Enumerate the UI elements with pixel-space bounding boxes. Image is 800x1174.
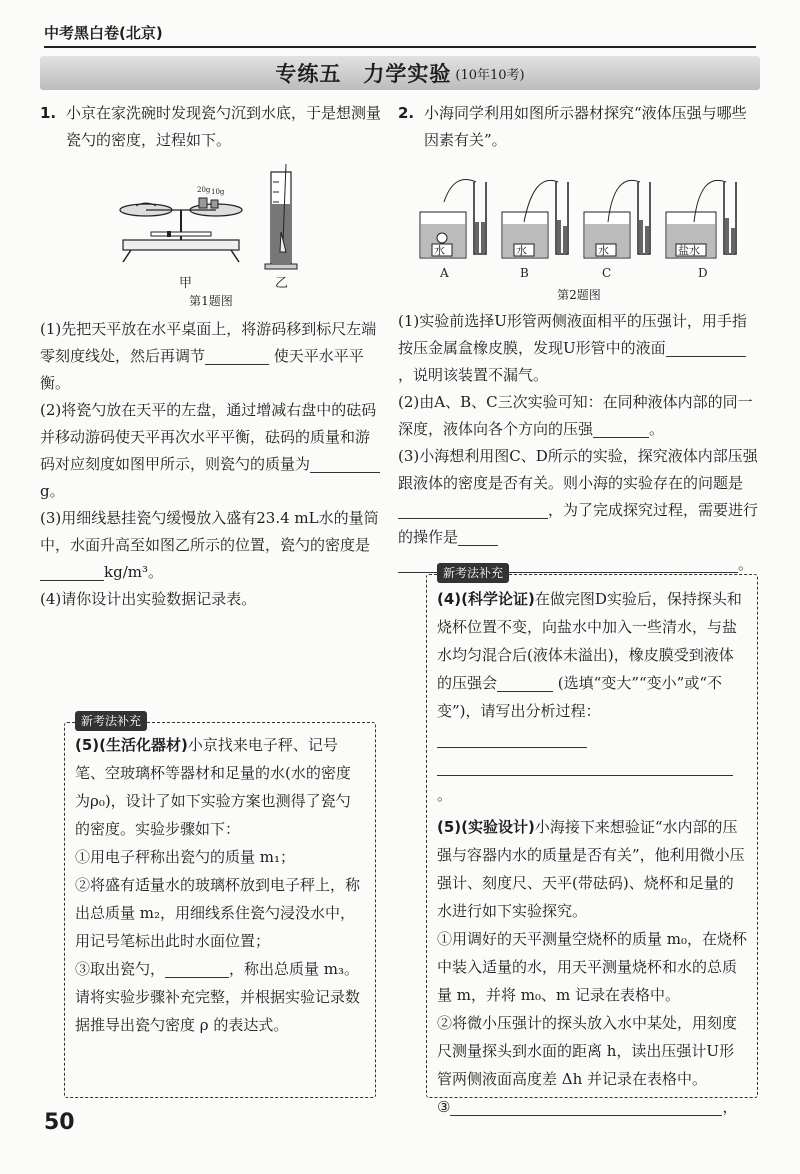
question-number: 1. <box>40 104 57 122</box>
q2-part-3 <box>398 443 760 578</box>
balance-illustration <box>120 186 242 262</box>
q2-part-2-tail: 。 <box>649 420 665 438</box>
setup-C <box>584 180 650 280</box>
question-number: 2. <box>398 104 415 122</box>
section-title: 专练五 力学实验 <box>275 62 452 86</box>
answer-blank[interactable] <box>398 500 548 519</box>
q1-part-3-text: (3)用细线悬挂瓷勺缓慢放入盛有23.4 mL水的量筒中，水面升高至如图乙所示的位置，瓷勺的密度是 <box>40 509 379 554</box>
q2-part-5-step-1: ①用调好的天平测量空烧杯的质量 m₀，在烧杯中装入适量的水，用天平测量烧杯和水的总质量 m，并将 m₀、m 记录在表格中。 <box>437 930 748 1004</box>
q2-part-4-mid: (选填“变大”“变小”或“不变”)，请写出分析过程： <box>437 674 722 720</box>
liquid-label: 水 <box>434 244 445 257</box>
answer-blank[interactable] <box>165 959 229 978</box>
q1-part-2 <box>40 397 382 505</box>
answer-blank[interactable] <box>310 454 380 473</box>
q1-part-1-tail: 使天平水平平衡。 <box>40 347 364 392</box>
extension-box-label: 新考法补充 <box>75 711 147 731</box>
question-stem: 小海同学利用如图所示器材探究“液体压强与哪些因素有关”。 <box>424 104 747 149</box>
q2-extension-box <box>426 566 758 1116</box>
q2-part-5-text: 小海接下来想验证“水内部的压强与容器内水的质量是否有关”，他利用微小压强计、刻度尺、天平(带砝码)、烧杯和足量的水进行如下实验探究。 <box>437 818 745 920</box>
q1-extension-box <box>64 714 376 1098</box>
setup-B <box>502 180 568 280</box>
q2-part-1 <box>398 308 760 389</box>
section-title-bar <box>40 56 760 90</box>
step-3-text: ③ <box>437 1098 451 1116</box>
answer-blank[interactable] <box>497 673 553 692</box>
q2-part-5-step-3 <box>437 1093 747 1121</box>
step-3-tail: ， <box>722 1098 738 1116</box>
setup-A <box>420 180 486 281</box>
q2-part-2 <box>398 389 760 443</box>
extension-box-label: 新考法补充 <box>437 563 509 583</box>
weight-label-20g: 20g <box>197 186 211 194</box>
q2-part-3-text: (3)小海想利用图C、D所示的实验，探究液体内部压强跟液体的密度是否有关。则小海的实验存在的问题是 <box>398 447 758 492</box>
setup-letter: C <box>602 266 612 280</box>
figure-1-caption: 第1题图 <box>189 294 233 308</box>
q1-part-3-tail: kg/m³。 <box>104 563 163 581</box>
q2-part-1-tail: ，说明该装置不漏气。 <box>398 366 549 384</box>
weight-label-10g: 10g <box>211 188 225 196</box>
question-1 <box>40 100 382 613</box>
answer-blank[interactable] <box>458 527 498 546</box>
answer-blank[interactable] <box>40 562 104 581</box>
q2-part-4-tail: 。 <box>437 786 453 804</box>
liquid-label: 水 <box>516 244 527 257</box>
balance-and-cylinder-figure <box>101 162 321 292</box>
q1-part-1 <box>40 316 382 397</box>
answer-blank[interactable] <box>437 757 733 776</box>
q1-part-5-step-1: ①用电子秤称出瓷勺的质量 m₁； <box>75 848 296 866</box>
setup-D <box>666 180 736 280</box>
page-number: 50 <box>44 1110 75 1135</box>
figure-label-jia: 甲 <box>179 276 193 291</box>
setup-letter: B <box>520 266 529 280</box>
question-stem: 小京在家洗碗时发现瓷勺沉到水底，于是想测量瓷勺的密度，过程如下。 <box>66 104 382 149</box>
setup-letter: A <box>440 266 449 280</box>
answer-blank[interactable] <box>593 419 649 438</box>
q2-part-3-tail: 。 <box>738 555 754 573</box>
pressure-experiment-figure <box>414 162 744 286</box>
figure-label-yi: 乙 <box>275 276 289 291</box>
q1-part-2-tail: g。 <box>40 482 65 500</box>
q2-part-2-text: (2)由A、B、C三次实验可知：在同种液体内部的同一深度，液体向各个方向的压强 <box>398 393 753 438</box>
q1-part-5-intro <box>75 731 365 843</box>
liquid-label: 水 <box>598 244 609 257</box>
q1-part-3 <box>40 505 382 586</box>
section-note: (10年10考) <box>455 67 525 83</box>
q2-part-3-mid: ，为了完成探究过程，需要进行的操作是 <box>398 501 759 546</box>
step-3-text: ③取出瓷勺， <box>75 960 166 978</box>
q1-part-5-text: 小京找来电子秤、记号笔、空玻璃杯等器材和足量的水(水的密度为ρ₀)，设计了如下实验方案也测得了瓷勺的密度。实验步骤如下： <box>75 736 351 838</box>
q1-part-2-text: (2)将瓷勺放在天平的左盘，通过增减右盘中的砝码并移动游码使天平再次水平平衡，砝码的质量和游码对应刻度如图甲所示，则瓷勺的质量为 <box>40 401 377 473</box>
q2-part-4-tag: (4)(科学论证) <box>437 590 535 608</box>
q2-part-4 <box>437 585 747 809</box>
step-3-tail: ，称出总质量 m₃。 <box>229 960 360 978</box>
liquid-label: 盐水 <box>678 244 700 257</box>
figure-2-caption: 第2题图 <box>557 288 601 302</box>
q1-part-5-tag: (5)(生活化器材) <box>75 736 188 754</box>
q2-part-5-intro <box>437 813 747 925</box>
q2-part-5-tag: (5)(实验设计) <box>437 818 535 836</box>
answer-blank[interactable] <box>437 729 587 748</box>
header-divider <box>44 46 756 48</box>
q2-part-4-text: 在做完图D实验后，保持探头和烧杯位置不变，向盐水中加入一些清水，与盐水均匀混合后(液体未溢出)，橡皮膜受到液体的压强会 <box>437 590 742 692</box>
setup-letter: D <box>698 266 708 280</box>
q1-part-5-instruction: 请将实验步骤补充完整，并根据实验记录数据推导出瓷勺密度 ρ 的表达式。 <box>75 988 361 1034</box>
q1-part-5-step-2: ②将盛有适量水的玻璃杯放到电子秤上，称出总质量 m₂，用细线系住瓷勺浸没水中，用记号笔标出此时水面位置； <box>75 876 361 950</box>
book-title: 中考黑白卷(北京) <box>44 24 163 42</box>
q1-part-1-text: (1)先把天平放在水平桌面上，将游码移到标尺左端零刻度线处，然后再调节 <box>40 320 377 365</box>
answer-blank[interactable] <box>205 346 269 365</box>
q1-part-4: (4)请你设计出实验数据记录表。 <box>40 590 257 608</box>
q2-part-1-text: (1)实验前选择U形管两侧液面相平的压强计，用手指按压金属盒橡皮膜，发现U形管中的液面 <box>398 312 747 357</box>
q1-part-5-step-3 <box>75 955 365 983</box>
q2-part-5-step-2: ②将微小压强计的探头放入水中某处，用刻度尺测量探头到水面的距离 h，读出压强计U形管两侧液面高度差 Δh 并记录在表格中。 <box>437 1014 738 1088</box>
question-2 <box>398 100 760 578</box>
graduated-cylinder-illustration <box>265 164 297 269</box>
answer-blank[interactable] <box>666 338 746 357</box>
answer-blank[interactable] <box>450 1097 722 1116</box>
